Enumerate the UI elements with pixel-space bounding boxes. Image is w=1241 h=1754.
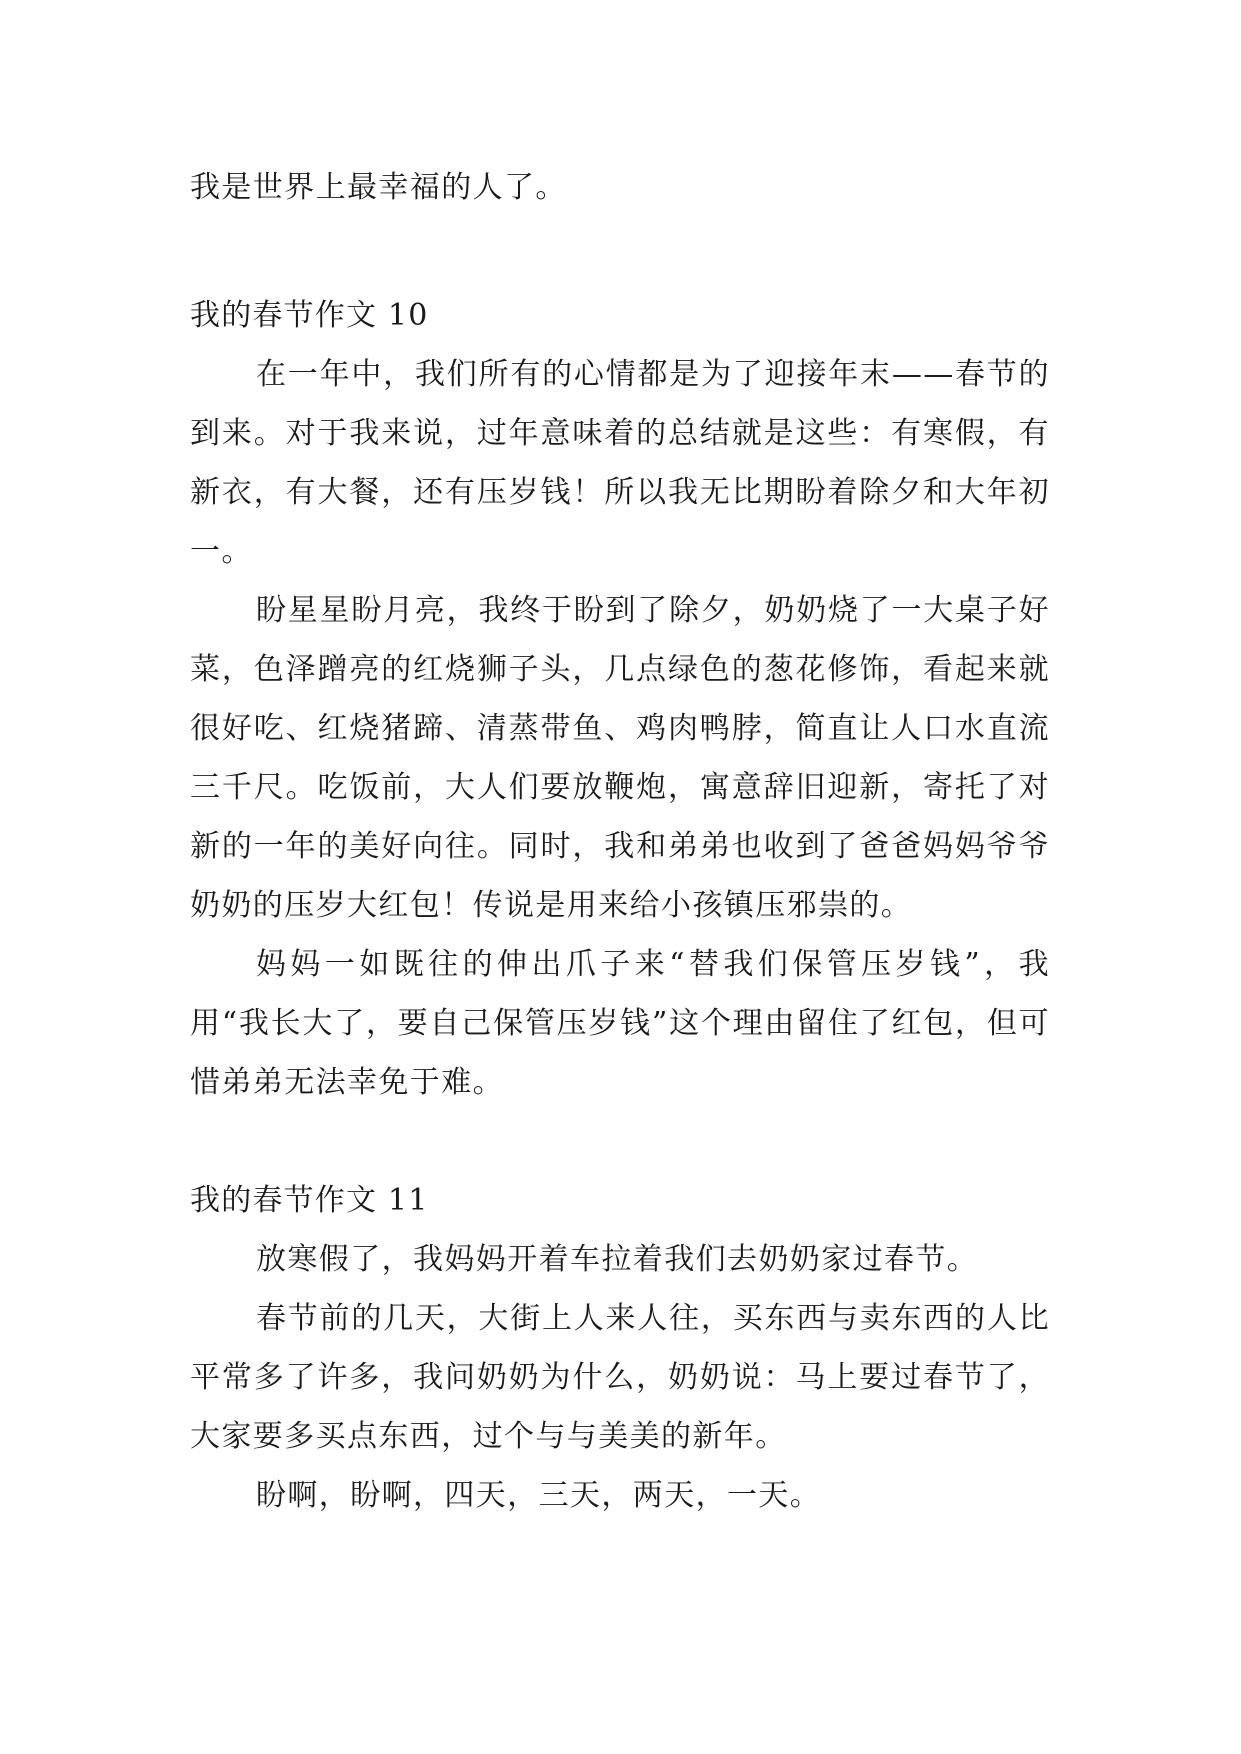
section-heading: 我的春节作文 10: [190, 298, 429, 333]
document-page: [190, 158, 1050, 1525]
body-paragraph: 盼啊，盼啊，四天，三天，两天，一天。: [256, 1478, 822, 1513]
body-paragraph: 在一年中，我们所有的心情都是为了迎接年末——春节的到来。对于我来说，过年意味着的总结就是这些：有寒假，有新衣，有大餐，还有压岁钱！所以我无比期盼着除夕和大年初一。: [190, 357, 1050, 569]
section-gap: [190, 217, 1050, 286]
essay-section-10: [190, 286, 1050, 1112]
body-paragraph: 放寒假了，我妈妈开着车拉着我们去奶奶家过春节。: [256, 1242, 979, 1277]
body-paragraph: 妈妈一如既往的伸出爪子来“替我们保管压岁钱”，我用“我长大了，要自己保管压岁钱”这个理由留住了红包，但可惜弟弟无法幸免于难。: [190, 947, 1050, 1100]
section-heading: 我的春节作文 11: [190, 1183, 429, 1218]
section-gap: [190, 1112, 1050, 1171]
body-paragraph: 春节前的几天，大街上人来人往，买东西与卖东西的人比平常多了许多，我问奶奶为什么，奶奶说：马上要过春节了，大家要多买点东西，过个与与美美的新年。: [190, 1301, 1050, 1454]
lead-paragraph: 我是世界上最幸福的人了。: [190, 170, 567, 205]
body-paragraph: 盼星星盼月亮，我终于盼到了除夕，奶奶烧了一大桌子好菜，色泽蹭亮的红烧狮子头，几点绿色的葱花修饰，看起来就很好吃、红烧猪蹄、清蒸带鱼、鸡肉鸭脖，简直让人口水直流三千尺。吃饭前，大人们要放鞭炮，寓意辞旧迎新，寄托了对新的一年的美好向往。同时，我和弟弟也收到了爸爸妈妈爷爷奶奶的压岁大红包！传说是用来给小孩镇压邪祟的。: [190, 593, 1050, 923]
essay-section-11: [190, 1171, 1050, 1525]
